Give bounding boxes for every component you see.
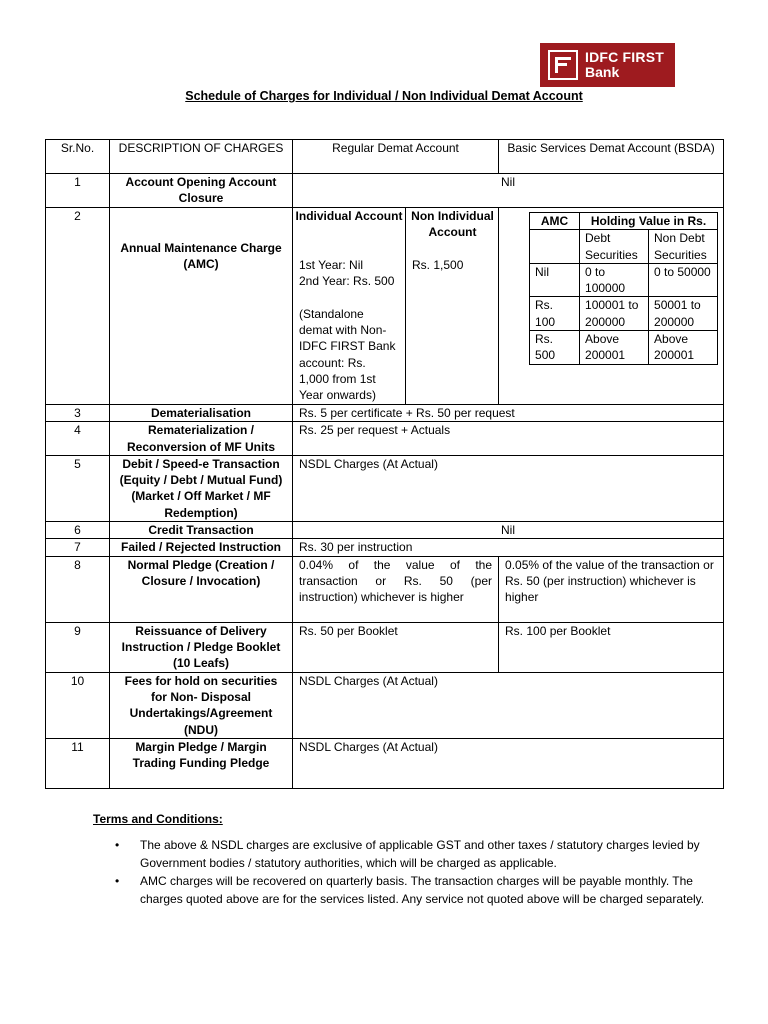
row-description: Failed / Rejected Instruction: [110, 539, 293, 556]
table-row: [46, 738, 724, 788]
row-number: 4: [46, 422, 110, 456]
header-basic: Basic Services Demat Account (BSDA): [499, 140, 724, 174]
row-number: 7: [46, 539, 110, 556]
amc-individual-value: 1st Year: Nil 2nd Year: Rs. 500 (Standalone demat with Non-IDFC FIRST Bank account: Rs. 1,000 from 1st Year onwards): [299, 258, 396, 403]
table-row-amc: [46, 208, 724, 405]
header-srno: Sr.No.: [46, 140, 110, 174]
row-basic-value: Rs. 100 per Booklet: [499, 622, 724, 672]
bullet-icon: •: [115, 838, 120, 852]
table-row: [46, 522, 724, 539]
document-title: Schedule of Charges for Individual / Non Individual Demat Account: [185, 89, 583, 103]
idfc-logo-icon: [548, 50, 578, 80]
row-number: 3: [46, 405, 110, 422]
row-description: Dematerialisation: [110, 405, 293, 422]
row-number: 5: [46, 455, 110, 521]
bsda-nondebt-value: Above 200001: [649, 331, 718, 365]
terms-item-text: AMC charges will be recovered on quarterly basis. The transaction charges will be payable monthly. The charges quoted above are for the services listed. Any service not quoted above will be charged separately.: [140, 874, 705, 906]
row-number: 2: [46, 208, 110, 405]
bsda-holding-header: Holding Value in Rs.: [580, 213, 718, 230]
amc-nonindividual-value: Rs. 1,500: [412, 258, 464, 272]
table-row: [46, 556, 724, 622]
bsda-nondebt-value: 50001 to 200000: [649, 297, 718, 331]
row-description: Margin Pledge / Margin Trading Funding Pledge: [110, 738, 293, 788]
table-row: [46, 455, 724, 521]
amc-regular-cell: [293, 208, 499, 405]
row-value: Rs. 5 per certificate + Rs. 50 per request: [293, 405, 724, 422]
table-row: [46, 405, 724, 422]
charges-table: [45, 139, 724, 789]
amc-bsda-cell: [499, 208, 724, 405]
header-regular: Regular Demat Account: [293, 140, 499, 174]
bsda-amc-value: Rs. 500: [530, 331, 580, 365]
bsda-nondebt-header: Non Debt Securities: [649, 230, 718, 264]
row-description: Account Opening Account Closure: [110, 174, 293, 208]
bullet-icon: •: [115, 874, 120, 888]
row-description: Reissuance of Delivery Instruction / Pledge Booklet (10 Leafs): [110, 622, 293, 672]
row-number: 11: [46, 738, 110, 788]
row-value: Nil: [293, 174, 724, 208]
row-value: Nil: [293, 522, 724, 539]
table-row: [46, 539, 724, 556]
row-description: Rematerialization / Reconversion of MF Units: [110, 422, 293, 456]
row-value: NSDL Charges (At Actual): [293, 738, 724, 788]
row-description: Debit / Speed-e Transaction (Equity / Debt / Mutual Fund) (Market / Off Market / MF Redemption): [110, 455, 293, 521]
bsda-amc-value: Nil: [530, 263, 580, 297]
bank-logo: [540, 43, 675, 87]
logo-line2: Bank: [585, 64, 620, 80]
bsda-debt-value: 100001 to 200000: [580, 297, 649, 331]
row-regular-value: Rs. 50 per Booklet: [293, 622, 499, 672]
bsda-amc-value: Rs. 100: [530, 297, 580, 331]
bsda-amc-header: AMC: [530, 213, 580, 230]
table-row: [46, 622, 724, 672]
row-value: NSDL Charges (At Actual): [293, 672, 724, 738]
terms-list: [104, 836, 712, 908]
table-row: [46, 422, 724, 456]
logo-line1: IDFC FIRST: [585, 49, 664, 65]
bsda-holding-table: [529, 212, 718, 365]
terms-item: [115, 836, 712, 872]
bsda-debt-header: Debt Securities: [580, 230, 649, 264]
terms-item: [115, 872, 712, 908]
terms-heading: Terms and Conditions:: [93, 812, 223, 826]
row-regular-value: 0.04% of the value of the transaction or Rs. 50 (per instruction) whichever is higher: [293, 556, 499, 622]
row-basic-value: 0.05% of the value of the transaction or Rs. 50 (per instruction) whichever is higher: [499, 556, 724, 622]
row-number: 8: [46, 556, 110, 622]
bsda-blank: [530, 230, 580, 264]
bsda-nondebt-value: 0 to 50000: [649, 263, 718, 297]
logo-text: [585, 50, 664, 80]
row-description: Normal Pledge (Creation / Closure / Invocation): [110, 556, 293, 622]
amc-individual-header: Individual Account: [295, 209, 403, 223]
row-description: Annual Maintenance Charge (AMC): [110, 208, 293, 405]
row-number: 9: [46, 622, 110, 672]
table-header-row: [46, 140, 724, 174]
row-number: 10: [46, 672, 110, 738]
row-value: Rs. 30 per instruction: [293, 539, 724, 556]
row-description: Credit Transaction: [110, 522, 293, 539]
bsda-debt-value: Above 200001: [580, 331, 649, 365]
terms-item-text: The above & NSDL charges are exclusive of applicable GST and other taxes / statutory charges levied by Government bodies / statutory authorities, which will be charged as applicable.: [140, 838, 700, 870]
row-value: Rs. 25 per request + Actuals: [293, 422, 724, 456]
table-row: [46, 672, 724, 738]
amc-nonindividual-header: Non Individual Account: [411, 209, 494, 240]
amc-nonindividual: [405, 208, 499, 404]
row-number: 6: [46, 522, 110, 539]
bsda-debt-value: 0 to 100000: [580, 263, 649, 297]
row-description: Fees for hold on securities for Non- Disposal Undertakings/Agreement (NDU): [110, 672, 293, 738]
table-row: [46, 174, 724, 208]
header-description: DESCRIPTION OF CHARGES: [110, 140, 293, 174]
row-value: NSDL Charges (At Actual): [293, 455, 724, 521]
row-number: 1: [46, 174, 110, 208]
amc-individual: [293, 208, 405, 404]
